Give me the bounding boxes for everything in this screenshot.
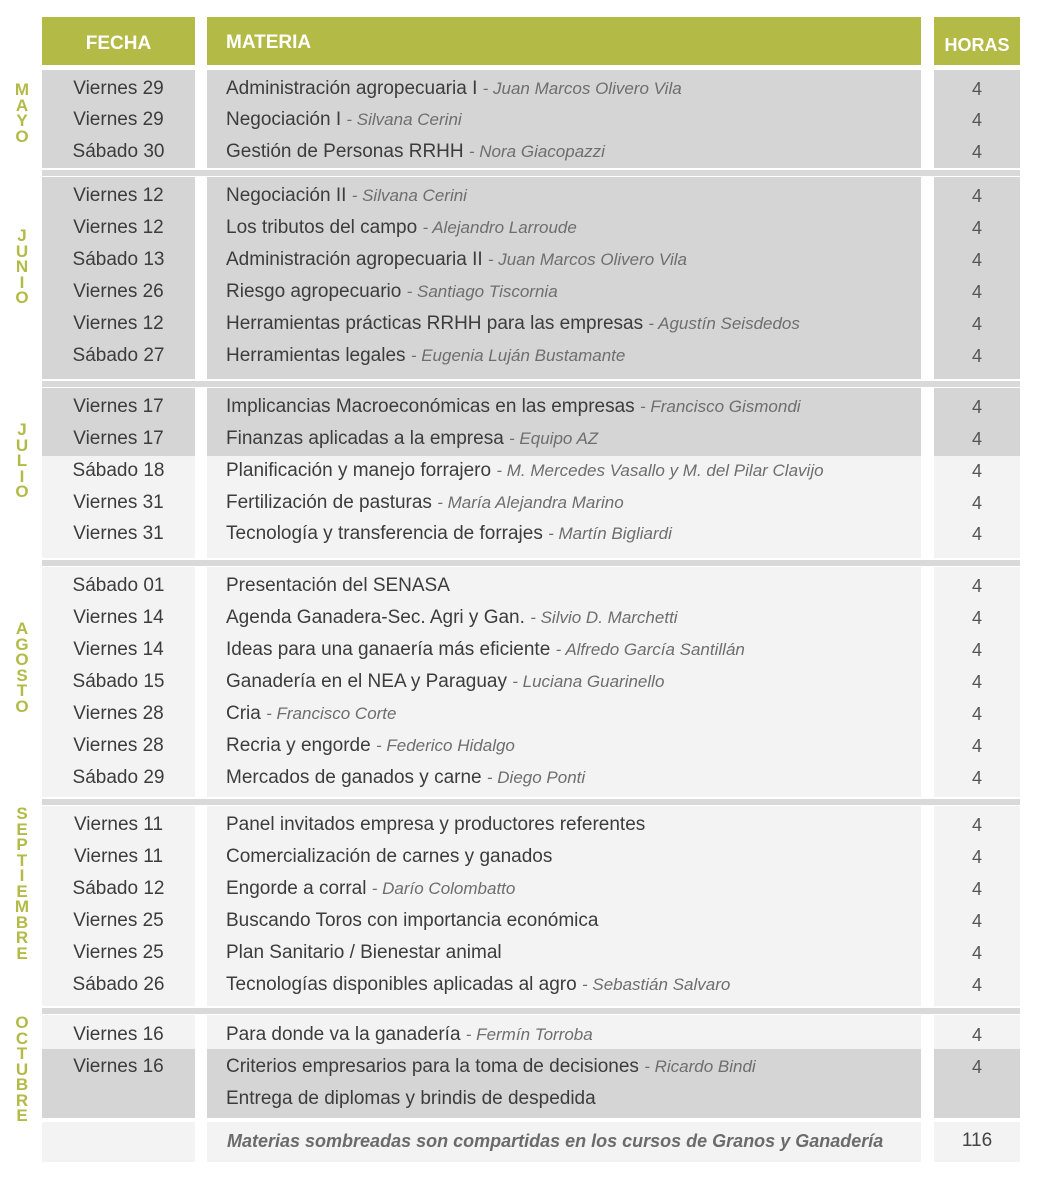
row-date: Viernes 29 — [73, 78, 164, 99]
row-hours: 4 — [971, 640, 982, 660]
row-subject: Recria y engorde — [226, 735, 371, 756]
row-subject: Entrega de diplomas y brindis de despedida — [226, 1088, 596, 1109]
table-row — [0, 698, 1055, 730]
row-hours: 4 — [971, 768, 982, 788]
row-hours: 4 — [971, 524, 982, 544]
row-subject-cell — [226, 308, 800, 340]
row-date: Viernes 31 — [73, 523, 164, 544]
row-teacher: - Silvana Cerini — [346, 110, 462, 129]
row-shading — [42, 1122, 195, 1162]
row-hours: 4 — [971, 346, 982, 366]
row-hours: 4 — [971, 911, 982, 931]
row-hours: 4 — [971, 576, 982, 596]
row-subject-cell — [226, 602, 678, 634]
table-row — [0, 841, 1055, 873]
row-hours: 4 — [971, 461, 982, 481]
table-row — [0, 276, 1055, 308]
row-teacher: - Sebastián Salvaro — [581, 975, 731, 994]
row-teacher: - Fermín Torroba — [465, 1025, 593, 1044]
table-row — [0, 809, 1055, 841]
row-hours: 4 — [971, 397, 982, 417]
row-subject: Negociación II — [226, 185, 347, 206]
row-hours: 4 — [971, 110, 982, 130]
month-label: S E P T I E M B R E — [14, 804, 30, 963]
row-subject-cell — [226, 666, 664, 698]
row-hours: 4 — [971, 879, 982, 899]
row-date: Sábado 13 — [72, 249, 165, 270]
table-row — [0, 570, 1055, 602]
row-subject-cell — [226, 634, 745, 666]
row-subject: Mercados de ganados y carne — [226, 767, 482, 788]
row-date: Sábado 27 — [72, 345, 165, 366]
row-subject-cell — [226, 841, 552, 873]
row-teacher: - Equipo AZ — [509, 429, 599, 448]
row-subject: Presentación del SENASA — [226, 575, 450, 596]
row-subject: Planificación y manejo forrajero — [226, 460, 492, 481]
row-subject-cell — [226, 570, 450, 602]
row-subject-cell — [226, 1083, 596, 1115]
row-subject-cell — [226, 937, 502, 969]
row-subject-cell — [226, 73, 682, 105]
table-row — [0, 666, 1055, 698]
table-row — [0, 1019, 1055, 1051]
row-subject-cell — [226, 698, 397, 730]
month-divider — [42, 560, 1020, 566]
month-divider — [42, 1008, 1020, 1014]
row-subject-cell — [226, 244, 687, 276]
row-subject: Agenda Ganadera-Sec. Agri y Gan. — [226, 607, 525, 628]
row-date: Viernes 31 — [73, 492, 164, 513]
row-subject-cell — [226, 455, 824, 487]
table-row — [0, 455, 1055, 487]
row-date: Viernes 17 — [73, 428, 164, 449]
row-hours: 4 — [971, 79, 982, 99]
total-hours: 116 — [961, 1130, 993, 1151]
table-row — [0, 873, 1055, 905]
row-subject: Criterios empresarios para la toma de decisiones — [226, 1056, 639, 1077]
row-subject-cell — [226, 809, 645, 841]
table-row — [0, 212, 1055, 244]
row-hours: 4 — [971, 314, 982, 334]
table-row — [0, 73, 1055, 105]
row-subject: Implicancias Macroeconómicas en las empresas — [226, 396, 635, 417]
month-label: A G O S T O — [15, 619, 29, 716]
month-label: M A Y O — [14, 80, 30, 146]
row-subject-cell — [226, 730, 515, 762]
row-subject-cell — [226, 1019, 593, 1051]
row-teacher: - Federico Hidalgo — [375, 736, 515, 755]
row-teacher: - Alfredo García Santillán — [555, 640, 745, 659]
table-row — [0, 730, 1055, 762]
row-teacher: - Juan Marcos Olivero Vila — [487, 250, 687, 269]
row-hours: 4 — [971, 429, 982, 449]
row-teacher: - Agustín Seisdedos — [648, 314, 800, 333]
row-teacher: - Santiago Tiscornia — [406, 282, 558, 301]
row-date: Viernes 14 — [73, 607, 164, 628]
row-subject: Tecnologías disponibles aplicadas al agro — [226, 974, 577, 995]
row-subject-cell — [226, 423, 598, 455]
row-subject: Plan Sanitario / Bienestar animal — [226, 942, 502, 963]
row-subject: Cria — [226, 703, 261, 724]
row-subject-cell — [226, 212, 577, 244]
row-date: Viernes 26 — [73, 281, 164, 302]
row-date: Viernes 25 — [73, 910, 164, 931]
table-row — [0, 136, 1055, 168]
header-materia: MATERIA — [207, 17, 921, 65]
row-date: Viernes 14 — [73, 639, 164, 660]
row-hours: 4 — [971, 218, 982, 238]
row-hours: 4 — [971, 815, 982, 835]
row-date: Sábado 12 — [72, 878, 165, 899]
row-subject-cell — [226, 340, 625, 372]
row-subject-cell — [226, 873, 515, 905]
row-teacher: - Francisco Gismondi — [639, 397, 801, 416]
header-fecha: FECHA — [42, 17, 195, 65]
table-row — [0, 1051, 1055, 1083]
row-subject: Ganadería en el NEA y Paraguay — [226, 671, 507, 692]
row-teacher: - Silvio D. Marchetti — [530, 608, 678, 627]
row-hours: 4 — [971, 282, 982, 302]
row-date: Sábado 30 — [72, 141, 165, 162]
row-date: Sábado 26 — [72, 974, 165, 995]
table-row — [0, 518, 1055, 550]
row-hours: 4 — [971, 493, 982, 513]
table-row — [0, 937, 1055, 969]
row-subject: Tecnología y transferencia de forrajes — [226, 523, 543, 544]
row-date: Sábado 18 — [72, 460, 165, 481]
row-subject-cell — [226, 487, 624, 519]
row-subject: Ideas para una ganaería más eficiente — [226, 639, 551, 660]
shared-subjects-note: Materias sombreadas son compartidas en los cursos de Granos y Ganadería — [227, 1131, 884, 1151]
row-subject-cell — [226, 180, 467, 212]
row-date: Viernes 11 — [73, 814, 164, 835]
row-hours: 4 — [971, 736, 982, 756]
row-teacher: - María Alejandra Marino — [437, 493, 624, 512]
row-hours: 4 — [971, 186, 982, 206]
row-date: Sábado 01 — [72, 575, 165, 596]
row-hours: 4 — [971, 142, 982, 162]
row-teacher: - M. Mercedes Vasallo y M. del Pilar Clavijo — [496, 461, 824, 480]
table-row — [0, 244, 1055, 276]
row-subject: Para donde va la ganadería — [226, 1024, 461, 1045]
table-row — [0, 104, 1055, 136]
table-row — [0, 180, 1055, 212]
row-hours: 4 — [971, 1057, 982, 1077]
row-hours: 4 — [971, 975, 982, 995]
header-horas: HORAS — [934, 17, 1020, 65]
row-hours — [934, 1083, 1020, 1115]
table-row — [0, 762, 1055, 794]
row-date: Viernes 17 — [73, 396, 164, 417]
month-divider — [42, 381, 1020, 387]
row-teacher: - Martín Bigliardi — [548, 524, 672, 543]
row-subject: Los tributos del campo — [226, 217, 418, 238]
row-subject: Gestión de Personas RRHH — [226, 141, 464, 162]
row-teacher: - Alejandro Larroude — [422, 218, 577, 237]
table-row — [0, 905, 1055, 937]
month-divider — [42, 170, 1020, 176]
row-date: Sábado 15 — [72, 671, 165, 692]
table-row — [0, 969, 1055, 1001]
row-teacher: - Juan Marcos Olivero Vila — [482, 79, 682, 98]
row-subject-cell — [226, 762, 585, 794]
row-date — [42, 1083, 195, 1115]
row-teacher: - Darío Colombatto — [371, 879, 516, 898]
row-date: Viernes 12 — [73, 217, 164, 238]
row-date: Viernes 28 — [73, 735, 164, 756]
row-subject: Finanzas aplicadas a la empresa — [226, 428, 504, 449]
row-subject-cell — [226, 276, 558, 308]
row-teacher: - Diego Ponti — [486, 768, 586, 787]
row-teacher: - Eugenia Luján Bustamante — [410, 346, 626, 365]
row-date: Viernes 12 — [73, 313, 164, 334]
row-subject-cell — [226, 518, 672, 550]
table-row — [0, 487, 1055, 519]
row-subject-cell — [226, 969, 730, 1001]
row-hours: 4 — [971, 704, 982, 724]
row-date: Viernes 16 — [73, 1024, 164, 1045]
row-hours: 4 — [971, 250, 982, 270]
row-subject: Engorde a corral — [226, 878, 367, 899]
row-date: Viernes 28 — [73, 703, 164, 724]
row-subject-cell — [226, 104, 462, 136]
table-row — [0, 423, 1055, 455]
row-date: Viernes 25 — [73, 942, 164, 963]
row-teacher: - Ricardo Bindi — [644, 1057, 756, 1076]
row-subject: Comercialización de carnes y ganados — [226, 846, 553, 867]
row-hours: 4 — [971, 943, 982, 963]
row-hours: 4 — [971, 847, 982, 867]
row-hours: 4 — [971, 608, 982, 628]
row-subject-cell — [226, 391, 801, 423]
row-subject: Buscando Toros con importancia económica — [226, 910, 599, 931]
row-teacher: - Nora Giacopazzi — [468, 142, 605, 161]
row-date: Viernes 16 — [73, 1056, 164, 1077]
row-date: Sábado 29 — [72, 767, 165, 788]
row-subject: Fertilización de pasturas — [226, 492, 432, 513]
row-subject: Panel invitados empresa y productores referentes — [226, 814, 646, 835]
table-row — [0, 634, 1055, 666]
table-row — [0, 602, 1055, 634]
table-row — [0, 340, 1055, 372]
row-subject: Negociación I — [226, 109, 342, 130]
row-date: Viernes 29 — [73, 109, 164, 130]
month-divider — [42, 799, 1020, 805]
row-subject: Herramientas prácticas RRHH para las empresas — [226, 313, 644, 334]
row-subject: Administración agropecuaria II — [226, 249, 483, 270]
month-label: J U L I O — [15, 420, 29, 501]
month-label: O C T U B R E — [15, 1013, 29, 1125]
row-subject: Riesgo agropecuario — [226, 281, 402, 302]
row-hours: 4 — [971, 1025, 982, 1045]
table-row — [0, 308, 1055, 340]
row-subject-cell — [226, 136, 605, 168]
month-label: J U N I O — [15, 226, 29, 307]
row-hours: 4 — [971, 672, 982, 692]
row-date: Viernes 11 — [73, 846, 164, 867]
table-row — [0, 391, 1055, 423]
row-subject: Administración agropecuaria I — [226, 78, 478, 99]
row-date: Viernes 12 — [73, 185, 164, 206]
row-teacher: - Luciana Guarinello — [512, 672, 665, 691]
row-teacher: - Silvana Cerini — [351, 186, 467, 205]
table-row — [0, 1083, 1055, 1115]
row-teacher: - Francisco Corte — [266, 704, 397, 723]
row-subject-cell — [226, 905, 598, 937]
row-subject-cell — [226, 1051, 756, 1083]
row-subject: Herramientas legales — [226, 345, 406, 366]
